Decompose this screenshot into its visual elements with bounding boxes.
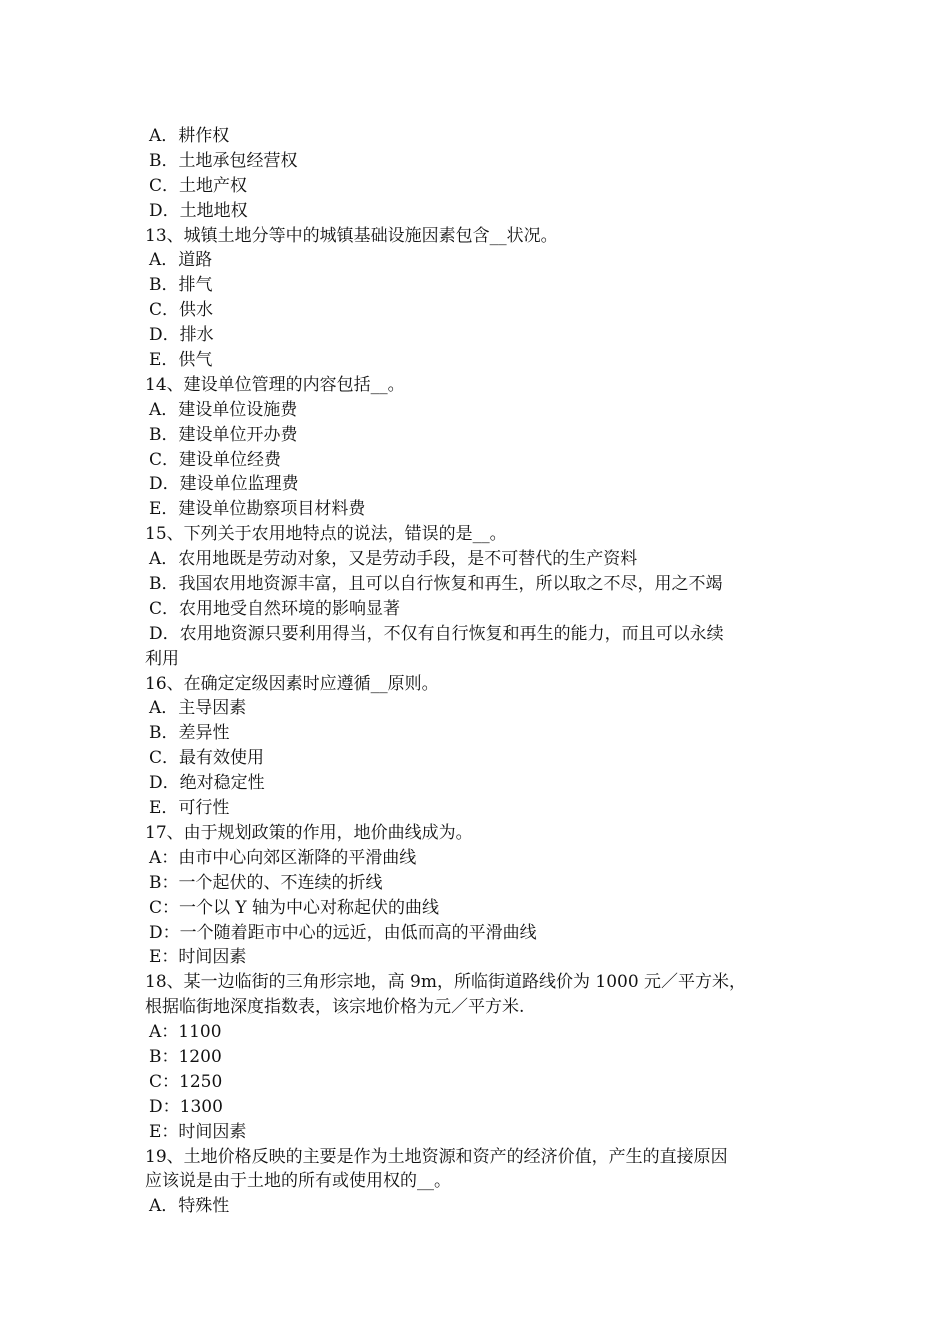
option-line: D．绝对稳定性	[149, 773, 265, 794]
option-line: A．耕作权	[149, 126, 230, 146]
option-line: D．建设单位监理费	[149, 474, 299, 495]
question-line: 17、由于规划政策的作用，地价曲线成为。	[145, 822, 473, 843]
option-line: B：1200	[149, 1046, 222, 1067]
option-line: D．排水	[149, 325, 214, 346]
option-line: A．特殊性	[149, 1196, 230, 1217]
option-line: A：由市中心向郊区渐降的平滑曲线	[149, 847, 417, 868]
option-line: E：时间因素	[149, 947, 247, 968]
question-line: 16、在确定定级因素时应遵循__原则。	[145, 673, 439, 694]
option-line: A：1100	[149, 1022, 222, 1043]
option-line: D．土地地权	[149, 200, 248, 221]
option-line: B．我国农用地资源丰富，且可以自行恢复和再生，所以取之不尽，用之不竭	[149, 574, 723, 595]
question-line: 14、建设单位管理的内容包括__。	[145, 374, 405, 395]
option-line: E．供气	[149, 350, 213, 371]
option-line: C．最有效使用	[149, 748, 265, 769]
option-line: A．道路	[149, 250, 213, 271]
option-line: C．土地产权	[149, 175, 248, 196]
option-line: C：1250	[149, 1071, 223, 1092]
option-line: B．差异性	[149, 723, 230, 744]
option-line: B：一个起伏的、不连续的折线	[149, 872, 383, 893]
option-line: D：一个随着距市中心的远近，由低而高的平滑曲线	[149, 922, 537, 943]
option-line: E：时间因素	[149, 1121, 247, 1142]
question-line: 18、某一边临街的三角形宗地，高 9m，所临街道路线价为 1000 元／平方米，	[145, 972, 747, 993]
question-line: 利用	[145, 648, 179, 669]
option-line: C．农用地受自然环境的影响显著	[149, 598, 401, 619]
question-line: 19、土地价格反映的主要是作为土地资源和资产的经济价值，产生的直接原因	[145, 1146, 728, 1167]
option-line: B．土地承包经营权	[149, 150, 298, 171]
question-line: 13、城镇土地分等中的城镇基础设施因素包含__状况。	[145, 225, 558, 246]
option-line: B．排气	[149, 275, 213, 296]
option-line: C：一个以 Y 轴为中心对称起伏的曲线	[149, 897, 440, 918]
option-line: E．可行性	[149, 798, 230, 819]
question-line: 根据临街地深度指数表，该宗地价格为元／平方米.	[145, 997, 525, 1018]
document-page	[145, 124, 810, 1219]
option-line: D：1300	[149, 1096, 223, 1117]
option-line: A．建设单位设施费	[149, 399, 298, 420]
option-line: A．主导因素	[149, 698, 247, 719]
option-line: A．农用地既是劳动对象，又是劳动手段，是不可替代的生产资料	[149, 549, 638, 570]
option-line: B．建设单位开办费	[149, 424, 298, 445]
option-line: C．供水	[149, 300, 214, 321]
question-line: 应该说是由于土地的所有或使用权的__。	[145, 1171, 451, 1192]
option-line: C．建设单位经费	[149, 449, 282, 470]
question-line: 15、下列关于农用地特点的说法，错误的是__。	[145, 524, 507, 545]
option-line: D．农用地资源只要利用得当，不仅有自行恢复和再生的能力，而且可以永续	[149, 623, 724, 644]
option-line: E．建设单位勘察项目材料费	[149, 499, 366, 520]
